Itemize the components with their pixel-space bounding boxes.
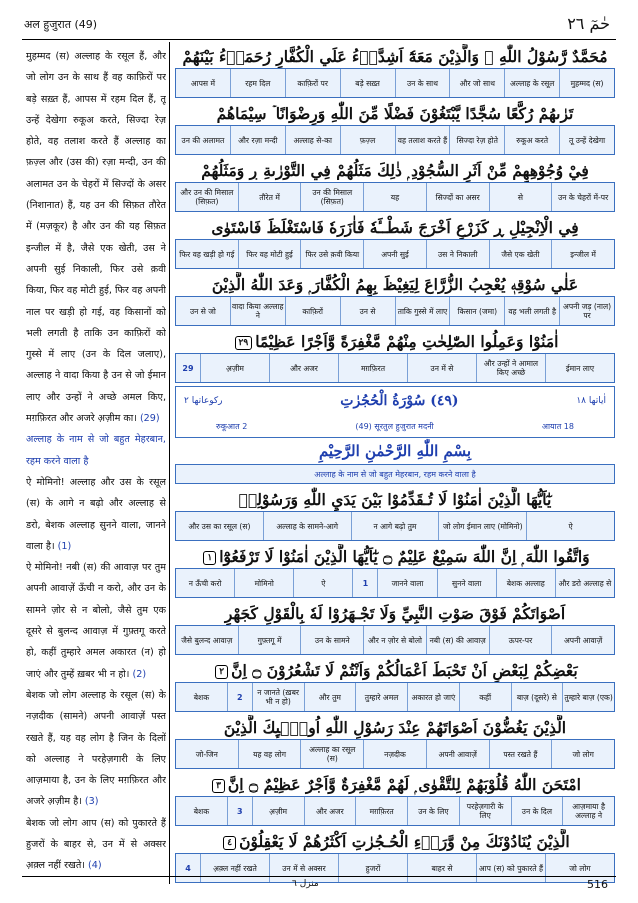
ayah-number-mark: ٣ — [212, 779, 225, 793]
word-translation-cell: जो लोग — [545, 854, 614, 882]
page-header — [22, 14, 616, 38]
verse-block — [175, 487, 615, 541]
word-translation-cell: और उन्हों ने आमाल किए अच्छे — [476, 354, 545, 382]
arabic-text: فِي الْاِنْجِيْلِ ڕ كَزَرْعٍ اَخْرَجَ شَطْــَٔهٗ فَاٰزَرَهٗ فَاسْتَغْلَظَ فَاسْتَوٰى — [211, 218, 579, 237]
column-divider — [169, 42, 170, 884]
word-translation-row — [175, 182, 615, 212]
arabic-text: الَّذِيْنَ يُنَادُوْنَكَ مِنْ وَّرَاۗءِ الْحُـجُرٰتِ اَكْثَرُهُمْ لَا يَعْقِلُوْنَ — [239, 832, 570, 851]
word-translation-cell: उन के चेहरों में-पर — [551, 183, 614, 211]
word-translation-cell: अल्लाह के रसूल — [504, 69, 559, 97]
word-translation-cell: नज़दीक — [363, 740, 426, 768]
word-translation-cell: जो-जिन — [195, 749, 218, 759]
word-translation-cell: उन के लिए — [407, 797, 459, 825]
verse-block — [175, 772, 615, 826]
surah-heading — [175, 386, 615, 415]
word-translation-cell: यह — [363, 183, 426, 211]
word-translation-row — [175, 239, 615, 269]
word-translation-cell: कहीं — [459, 683, 511, 711]
word-translation-cell: उन से जो — [189, 306, 216, 316]
word-translation-cell: न ऊँची करो — [188, 578, 222, 588]
arabic-verse-line — [175, 158, 615, 182]
word-translation-cell: परहेज़गारी के लिए — [459, 797, 511, 825]
word-translation-cell: बेशक — [193, 806, 210, 816]
ayah-number-mark: ٢٩ — [235, 336, 253, 350]
word-translation-cell: काफ़िरों पर — [285, 69, 340, 97]
word-translation-cell: वह तलाश करते हैं — [395, 126, 450, 154]
word-translation-cell: उन के सामने — [300, 626, 363, 654]
manzil-label: منزل ٦ — [292, 879, 319, 889]
word-translation-cell: और रज़ा मन्दी — [230, 126, 285, 154]
word-translation-row — [175, 68, 615, 98]
word-translation-cell: बड़े सख़्त — [340, 69, 395, 97]
translation-text: मुहम्मद (स) अल्लाह के रसूल हैं, और जो लोग उन के साथ हैं वह काफ़िरों पर बड़े सख़्त हैं, आपस में रहम दिल हैं, तू उन्हें देखेगा रुकूअ करते, सिज्दा रेज़ होते, वह तलाश करते हैं अल्लाह का फ़ज़्ल और (उस की) रज़ा मन्दी, उन की अलामत उन के चेहरों में सिज्दों के असर (निशानात) हैं, यह उन की सिफ़त तौरेत में (मज़कूर) है और उन की यह सिफ़त इन्जील में है, जैसे एक खेती, उस ने अपनी सुई निकाली, फिर उसे क़वी किया, फिर वह मोटी हुई, फिर वह अपनी नाल पर खड़ी हो गई, वह किसानों को भली लगती है ताकि उन काफ़िरों को गुस्से में लाए (उन के दिल जलाए), अल्लाह ने वादा किया है उन से जो ईमान लाए और उन्हों ने अच्छे अमल किए, मग़फ़िरत और अजरे अ़ज़ीम का। — [26, 51, 166, 425]
translation-column — [26, 46, 166, 881]
word-translation-cell: और न ज़ोर से बोलो — [363, 626, 426, 654]
arabic-verse-line — [175, 601, 615, 625]
translation-text: ऐ मोमिनो! नबी (स) की आवाज़ पर तुम अपनी आवाज़ें ऊँची न करो, और उन के सामने ज़ोर से न बोलो, जैसे तुम एक दूसरे से बुलन्द आवाज़ में गुफ़्तगू करते हो, कहीं तुम्हारे अमल अकारत (न) हो जाएं और तुम्हें ख़बर भी न हो। — [26, 562, 166, 680]
word-translation-cell: वादा किया अल्लाह ने — [230, 297, 285, 325]
word-translation-cell: सिज्दों का असर — [426, 183, 489, 211]
bismillah-arabic: بِسْمِ اللّٰهِ الرَّحْمٰنِ الرَّحِيْمِ — [318, 442, 472, 460]
word-translation-cell: अपनी आवाज़ें — [426, 740, 489, 768]
word-translation-cell: 3 — [227, 797, 252, 825]
arabic-verse-line — [175, 215, 615, 239]
verse-block — [175, 158, 615, 212]
verse-block — [175, 715, 615, 769]
verse-block — [175, 44, 615, 98]
word-translation-cell: और जो साथ — [449, 69, 504, 97]
word-translation-cell: उन की अलामत — [181, 135, 225, 145]
verses-column — [175, 44, 615, 886]
word-translation-cell: तुम्हारे बाज़ (एक) — [562, 683, 614, 711]
word-translation-cell: ऊपर-पर — [489, 626, 552, 654]
translation-text: अल्लाह के नाम से जो बहुत मेहरबान, रहम करने वाला है — [26, 434, 166, 467]
arabic-text: يٰٓاَيُّهَا الَّذِيْنَ اٰمَنُوْا لَا تُـقَدِّمُوْا بَيْنَ يَدَيِ اللّٰهِ وَرَسُوْلِهٖ — [238, 490, 552, 509]
word-translation-cell: किसान (जमा) — [449, 297, 504, 325]
arabic-text: عَلٰي سُوْقِهٖ يُعْجِبُ الزُّرَّاعَ لِيَغِيْظَ بِهِمُ الْكُفَّارَ ۭ وَعَدَ اللّٰهُ الَّذِيْنَ — [211, 275, 579, 294]
word-translation-row — [175, 682, 615, 712]
word-translation-cell: तू उन्हें देखेगा — [559, 126, 614, 154]
verse-number: (2) — [129, 668, 147, 680]
word-translation-cell: अ़क़्ल नहीं रखते — [200, 854, 269, 882]
word-translation-cell: ताकि गुस्से में लाए — [395, 297, 450, 325]
ayat-count-hindi: आयात 18 — [541, 421, 574, 431]
word-translation-cell: काफ़िरों — [285, 297, 340, 325]
arabic-text: الَّذِيْنَ يَغُضُّوْنَ اَصْوَاتَهُمْ عِنْدَ رَسُوْلِ اللّٰهِ اُولٰۗىِٕكَ الَّذِيْنَ — [223, 718, 567, 737]
surah-title-arabic: (٤٩) سُوْرَةُ الْحُجُرٰتِ — [340, 393, 459, 409]
word-translation-cell: रुकूअ करते — [504, 126, 559, 154]
word-translation-cell: और तुम — [304, 683, 356, 711]
word-translation-row — [175, 625, 615, 655]
arabic-text: امْتَحَنَ اللّٰهُ قُلُوْبَهُمْ لِلتَّقْوٰى ۭ لَهُمْ مَّغْفِرَةٌ وَّاَجْرٌ عَظِيْمٌ ۝ اِنَّ — [227, 775, 581, 794]
word-translation-cell: अकारत हो जाएं — [407, 683, 459, 711]
word-translation-cell: जानने वाला — [377, 569, 436, 597]
ayah-number-mark: ١ — [203, 551, 216, 565]
word-translation-cell: उन में से — [407, 354, 476, 382]
translation-paragraph — [26, 46, 166, 429]
word-translation-cell: मोमिनो — [234, 569, 293, 597]
word-translation-row — [175, 353, 615, 383]
word-translation-cell: अल्लाह के सामने-आगे — [263, 512, 351, 540]
word-translation-cell: 1 — [352, 569, 377, 597]
verse-number: (3) — [81, 796, 99, 808]
arabic-verse-line — [175, 829, 615, 853]
arabic-verse-line — [175, 101, 615, 125]
word-translation-cell: अपनी जड़ (नाल) पर — [559, 297, 614, 325]
arabic-verse-line — [175, 715, 615, 739]
word-translation-cell: अल्लाह का रसूल (स) — [300, 740, 363, 768]
verse-number: (4) — [84, 860, 102, 872]
word-translation-cell: अ़ज़ीम — [200, 354, 269, 382]
surah-subheading — [175, 415, 615, 438]
verse-block — [175, 544, 615, 598]
arabic-verse-line — [175, 44, 615, 68]
arabic-text: تَرٰىهُمْ رُكَّعًا سُجَّدًا يَّبْتَغُوْنَ فَضْلًا مِّنَ اللّٰهِ وَرِضْوَانًا ۡ سِيْمَاهُمْ — [216, 104, 574, 123]
word-translation-cell: ईमान लाए — [545, 354, 614, 382]
word-translation-cell: जैसे बुलन्द आवाज़ — [181, 635, 233, 645]
arabic-text: اٰمَنُوْا وَعَمِلُوا الصّٰلِحٰتِ مِنْهُمْ مَّغْفِرَةً وَّاَجْرًا عَظِيْمًا — [255, 332, 559, 351]
word-translation-cell: फिर उसे क़वी किया — [300, 240, 363, 268]
word-translation-cell: आपस में — [190, 78, 216, 88]
arabic-text: مُحَمَّدٌ رَّسُوْلُ اللّٰهِ ۭ وَالَّذِيْنَ مَعَهٗٓ اَشِدَّاۗءُ عَلَي الْكُفَّارِ رُحَمَاۗءُ بَيْنَهُمْ — [182, 47, 608, 66]
word-translation-cell: 2 — [227, 683, 252, 711]
translation-paragraph — [26, 557, 166, 685]
word-translation-cell: अल्लाह से-का — [285, 126, 340, 154]
word-translation-row — [175, 568, 615, 598]
word-translation-cell: उन के साथ — [395, 69, 450, 97]
translation-paragraph — [26, 429, 166, 472]
arabic-text: فِيْ وُجُوْهِهِمْ مِّنْ اَثَرِ السُّجُوْدِ ۭ ذٰلِكَ مَثَلُهُمْ فِي التَّوْرٰىةِ ڔ وَمَثَلُهُمْ — [201, 161, 589, 180]
arabic-verse-line — [175, 772, 615, 796]
word-translation-cell: से — [489, 183, 552, 211]
surah-title-hindi: (49) सूरतुल हुजुरात मदनी — [355, 421, 434, 431]
word-translation-cell: अपनी सुई — [363, 240, 426, 268]
word-translation-cell: उन की मिसाल (सिफ़त) — [300, 183, 363, 211]
verse-block — [175, 329, 615, 383]
word-translation-cell: और डरो अल्लाह से — [555, 569, 614, 597]
translation-paragraph — [26, 472, 166, 557]
word-translation-cell: रहम दिल — [230, 69, 285, 97]
quran-page — [22, 14, 616, 890]
word-translation-cell: हुजरों — [338, 854, 407, 882]
verse-block — [175, 215, 615, 269]
word-translation-cell: बेशक — [193, 692, 210, 702]
word-translation-row — [175, 125, 615, 155]
word-translation-cell: उन से — [340, 297, 395, 325]
word-translation-row — [175, 296, 615, 326]
juz-label-arabic: حٰمٓ ٢٦ — [567, 14, 610, 33]
word-translation-cell: जैसे एक खेती — [489, 240, 552, 268]
arabic-text: وَاتَّقُوا اللّٰهَ ۭ اِنَّ اللّٰهَ سَمِيْعٌ عَلِيْمٌ ۝ يٰٓاَيُّهَا الَّذِيْنَ اٰمَنُوْا لَا تَرْفَعُوْٓا — [219, 547, 590, 566]
word-translation-cell: यह वह लोग — [238, 740, 301, 768]
word-translation-cell: आज़माया है अल्लाह ने — [562, 797, 614, 825]
verse-block — [175, 101, 615, 155]
word-translation-cell: इन्जील में — [551, 240, 614, 268]
word-translation-cell: तौरेत में — [238, 183, 301, 211]
word-translation-cell: वह भली लगती है — [504, 297, 559, 325]
word-translation-cell: और अजर — [269, 354, 338, 382]
translation-text: बेशक जो लोग अल्लाह के रसूल (स) के नज़दीक (सामने) अपनी आवाज़ें पस्त रखते हैं, यह वह लोग है जिन के दिलों को अल्लाह ने परहेज़गारी के लिए आज़माया है, उन के लिए मग़फ़िरत और अजरे अ़ज़ीम है। — [26, 689, 166, 808]
word-translation-cell: मग़फ़िरत — [338, 354, 407, 382]
translation-paragraph — [26, 685, 166, 813]
word-translation-cell: आप (स) को पुकारते हैं — [476, 854, 545, 882]
arabic-verse-line — [175, 487, 615, 511]
arabic-text: بَعْضِكُمْ لِبَعْضٍ اَنْ تَحْبَطَ اَعْمَالُكُمْ وَاَنْتُمْ لَا تَشْعُرُوْنَ ۝ اِنَّ — [231, 661, 578, 680]
header-rule — [22, 39, 616, 40]
arabic-verse-line — [175, 272, 615, 296]
word-translation-cell: पस्त रखते हैं — [489, 740, 552, 768]
word-translation-cell: सुनने वाला — [437, 569, 496, 597]
word-translation-cell: उस ने निकाली — [426, 240, 489, 268]
arabic-verse-line — [175, 658, 615, 682]
word-translation-cell: उन के दिल — [511, 797, 563, 825]
word-translation-cell: फिर वह खड़ी हो गई — [179, 249, 235, 259]
word-translation-cell: ऐ — [293, 569, 352, 597]
word-translation-cell: अपनी आवाज़ें — [551, 626, 614, 654]
word-translation-cell: उन में से अक्सर — [269, 854, 338, 882]
word-translation-cell: जो लोग — [551, 740, 614, 768]
verse-block — [175, 272, 615, 326]
verse-number: (1) — [54, 540, 72, 552]
ayah-number-mark: ٤ — [223, 836, 236, 850]
word-translation-cell: फिर वह मोटी हुई — [238, 240, 301, 268]
word-translation-cell: सिज्दा रेज़ होते — [449, 126, 504, 154]
word-translation-cell: फ़ज़्ल — [340, 126, 395, 154]
ruku-count-hindi: रुकूआत 2 — [216, 421, 248, 431]
word-translation-cell: 29 — [182, 363, 194, 373]
word-translation-cell: गुफ़्तगू में — [238, 626, 301, 654]
verse-block — [175, 829, 615, 883]
word-translation-cell: ऐ — [526, 512, 614, 540]
word-translation-cell: अ़ज़ीम — [252, 797, 304, 825]
word-translation-cell: जो लोग ईमान लाए (मोमिनो) — [438, 512, 526, 540]
word-translation-cell: और उन की मिसाल (सिफ़त) — [180, 188, 234, 206]
bismillah-translation: अल्लाह के नाम से जो बहुत मेहरबान, रहम करने वाला है — [175, 464, 615, 484]
word-translation-cell: मुहम्मद (स) — [559, 69, 614, 97]
ayah-number-mark: ٢ — [215, 665, 228, 679]
verse-number: (29) — [136, 413, 160, 425]
verse-block — [175, 658, 615, 712]
word-translation-row — [175, 511, 615, 541]
word-translation-cell: बाहर से — [407, 854, 476, 882]
word-translation-cell: न जानते (ख़बर भी न हो) — [252, 683, 304, 711]
word-translation-cell: और अजर — [304, 797, 356, 825]
word-translation-cell: मग़फ़िरत — [355, 797, 407, 825]
arabic-verse-line — [175, 544, 615, 568]
arabic-verse-line — [175, 329, 615, 353]
word-translation-cell: नबी (स) की आवाज़ — [426, 626, 489, 654]
word-translation-cell: न आगे बढ़ो तुम — [351, 512, 439, 540]
translation-paragraph — [26, 813, 166, 877]
page-footer — [22, 876, 616, 893]
word-translation-row — [175, 796, 615, 826]
translation-text: बेशक जो लोग आप (स) को पुकारते हैं हुजरों के बाहर से, उन में से अक्सर अ़क़्ल नहीं रखते। — [26, 817, 166, 872]
ruku-count-arabic: ركوعاتها ٢ — [184, 396, 223, 406]
surah-name-hindi: अल हुजुरात (49) — [24, 18, 98, 31]
word-translation-cell: 4 — [185, 863, 191, 873]
word-translation-cell: तुम्हारे अमल — [355, 683, 407, 711]
translation-text: ऐ मोमिनो! अल्लाह और उस के रसूल (स) के आगे न बढ़ो और अल्लाह से डरो, बेशक अल्लाह सुनने वाला, जानने वाला है। — [26, 476, 166, 552]
word-translation-cell: और उस का रसूल (स) — [188, 521, 251, 531]
word-translation-cell: बेशक अल्लाह — [496, 569, 555, 597]
ayat-count-arabic: اٰياتها ١٨ — [576, 396, 606, 406]
page-number: 516 — [587, 878, 608, 891]
word-translation-row — [175, 739, 615, 769]
arabic-text: اَصْوَاتَكُمْ فَوْقَ صَوْتِ النَّبِيِّ وَلَا تَجْـهَرُوْا لَهٗ بِالْقَوْلِ كَجَهْرِ — [224, 604, 566, 623]
word-translation-cell: बाज़ (दूसरे) से — [511, 683, 563, 711]
verse-block — [175, 601, 615, 655]
